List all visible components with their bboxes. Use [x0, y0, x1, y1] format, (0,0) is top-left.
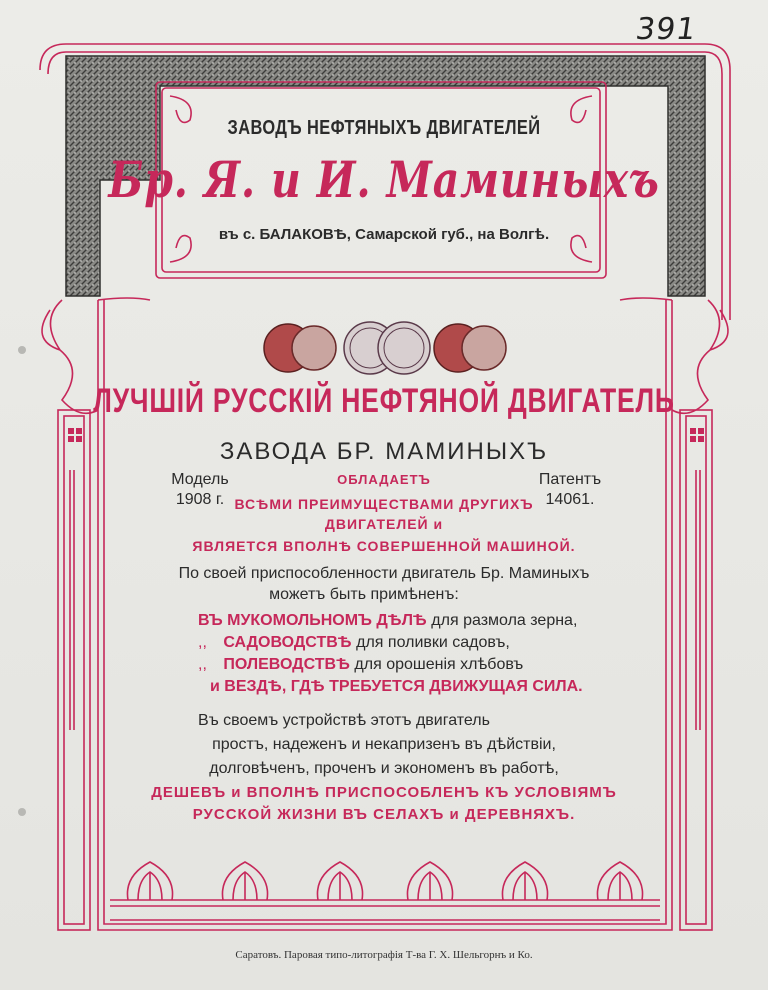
- patent-value: 14061.: [545, 491, 595, 508]
- use-item: ВЪ МУКОМОЛЬНОМЪ ДѢЛѢ для размола зерна,: [198, 612, 578, 629]
- headline: ЛУЧШІЙ РУССКІЙ НЕФТЯНОЙ ДВИГАТЕЛЬ: [93, 382, 675, 420]
- patent-label: Патентъ: [538, 471, 602, 488]
- advantage-line: ДВИГАТЕЛЕЙ и: [324, 516, 444, 532]
- property-line: простъ, надеженъ и некапризенъ въ дѣйствіи,: [212, 736, 556, 753]
- property-line: Въ своемъ устройствѣ этотъ двигатель: [198, 712, 490, 729]
- advantage-line: ВСѢМИ ПРЕИМУЩЕСТВАМИ ДРУГИХЪ: [234, 496, 534, 512]
- brand-name: Бр. Я. и И. Маминыхъ: [108, 150, 660, 209]
- model-label: Модель: [171, 471, 229, 488]
- use-item: и ВЕЗДѢ, ГДѢ ТРЕБУЕТСЯ ДВИЖУЩАЯ СИЛА.: [210, 678, 583, 695]
- factory-title: ЗАВОДЪ НЕФТЯНЫХЪ ДВИГАТЕЛЕЙ: [227, 117, 541, 139]
- intro-line: По своей приспособленности двигатель Бр. Маминыхъ: [178, 565, 590, 582]
- use-item: ,, САДОВОДСТВѢ для поливки садовъ,: [198, 634, 510, 651]
- closing-line: РУССКОЙ ЖИЗНИ ВЪ СЕЛАХЪ и ДЕРЕВНЯХЪ.: [192, 806, 576, 823]
- printer-footer: Саратовъ. Паровая типо-литографія Т-ва Г. Х. Шельгорнъ и Ко.: [235, 949, 533, 961]
- subheadline: ЗАВОДА БР. МАМИНЫХЪ: [219, 438, 549, 465]
- factory-location: въ с. БАЛАКОВѢ, Самарской губ., на Волгѣ.: [218, 226, 550, 243]
- archive-number: 391: [633, 12, 699, 47]
- model-value: 1908 г.: [175, 491, 225, 508]
- fan-ornaments: [127, 862, 642, 900]
- award-medals: [264, 322, 506, 374]
- advantage-line: ОБЛАДАЕТЪ: [337, 472, 431, 487]
- property-line: долговѣченъ, проченъ и экономенъ въ работѣ,: [209, 760, 559, 777]
- closing-line: ДЕШЕВЪ и ВПОЛНѢ ПРИСПОСОБЛЕНЪ КЪ УСЛОВІЯМЪ: [151, 784, 617, 801]
- use-item: ,, ПОЛЕВОДСТВѢ для орошенія хлѣбовъ: [198, 656, 524, 673]
- intro-line: можетъ быть примѣненъ:: [269, 586, 459, 603]
- uses-list: [198, 610, 598, 698]
- advantage-line: ЯВЛЯЕТСЯ ВПОЛНѢ СОВЕРШЕННОЙ МАШИНОЙ.: [192, 538, 576, 554]
